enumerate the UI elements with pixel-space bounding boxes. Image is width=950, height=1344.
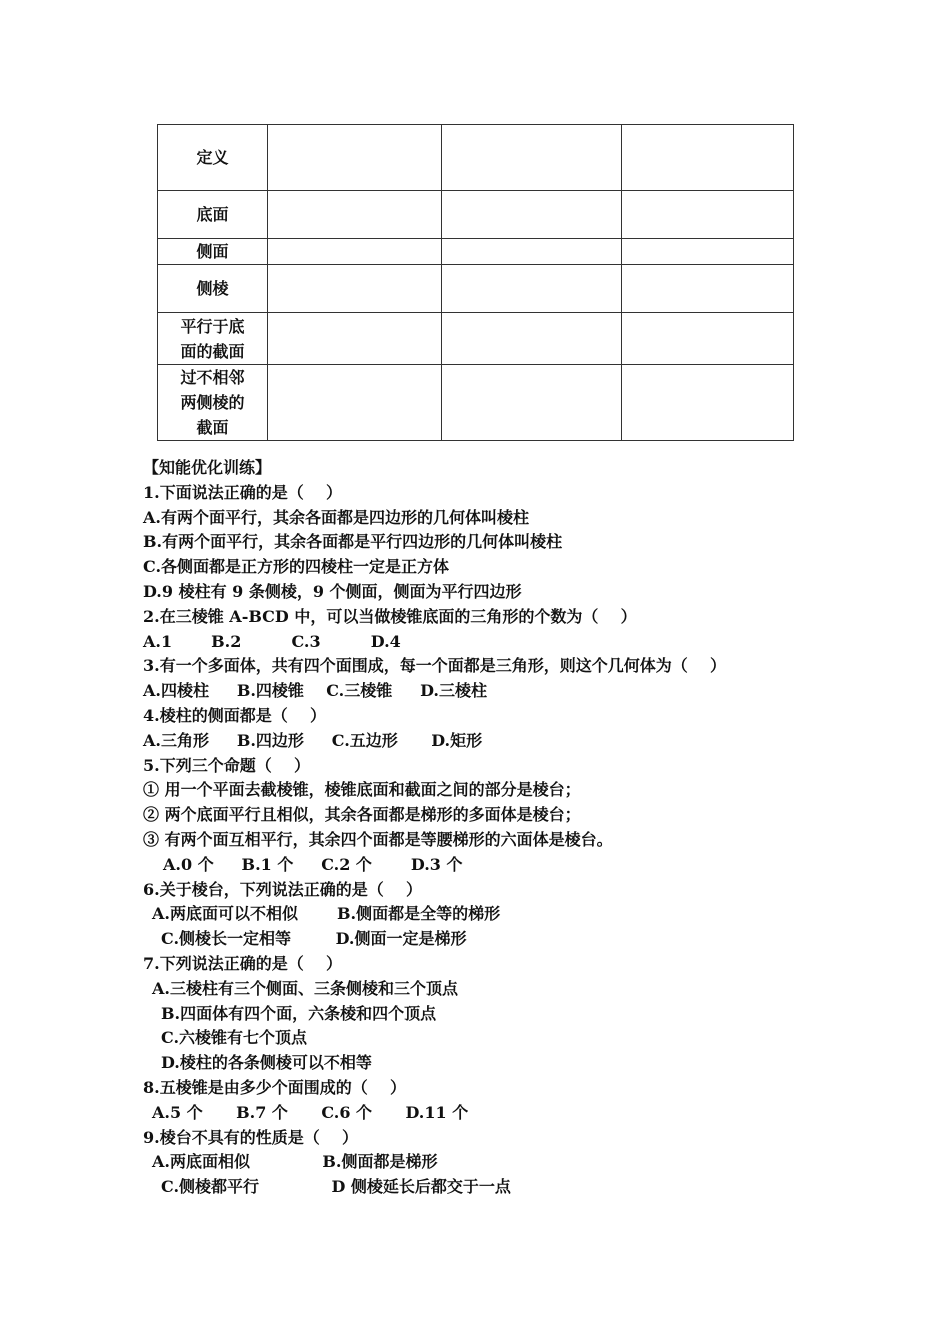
question-stem: 4.棱柱的侧面都是（ ） [143,705,326,725]
table-cell [442,239,622,265]
table-row [158,125,794,191]
question-option: D.棱柱的各条侧棱可以不相等 [161,1053,372,1073]
row-label: 平行于底 面的截面 [158,313,268,365]
question-options: A.0 个 B.1 个 C.2 个 D.3 个 [163,854,463,874]
table-cell [268,265,442,313]
table-cell [268,191,442,239]
question-option: C.各侧面都是正方形的四棱柱一定是正方体 [143,557,450,577]
table-row [158,365,794,441]
table-cell [442,191,622,239]
question-stem: 5.下列三个命题（ ） [143,755,310,775]
table-cell [442,125,622,191]
row-label: 过不相邻 两侧棱的 截面 [158,365,268,441]
row-label: 定义 [158,125,268,191]
table-cell [622,125,794,191]
table-row [158,265,794,313]
table-cell [622,191,794,239]
exercise-section [143,456,843,1200]
question-option: C.六棱锥有七个顶点 [161,1028,308,1048]
table-cell [442,265,622,313]
question-stem: 6.关于棱台，下列说法正确的是（ ） [143,879,422,899]
question-options: A.两底面相似 B.侧面都是梯形 [152,1152,438,1172]
table-cell [442,365,622,441]
table-cell [268,125,442,191]
question-option: A.三棱柱有三个侧面、三条侧棱和三个顶点 [152,978,458,998]
table-cell [268,313,442,365]
table-cell [622,313,794,365]
table-row [158,191,794,239]
row-label: 底面 [158,191,268,239]
definition-table [157,124,794,441]
question-option: A.有两个面平行，其余各面都是四边形的几何体叫棱柱 [143,507,529,527]
question-option: D.9 棱柱有 9 条侧棱，9 个侧面，侧面为平行四边形 [143,581,522,601]
table-cell [622,239,794,265]
question-options: C.侧棱都平行 D 侧棱延长后都交于一点 [161,1177,511,1197]
question-options: A.三角形 B.四边形 C.五边形 D.矩形 [143,730,483,750]
table-cell [268,365,442,441]
table-cell [442,313,622,365]
question-options: A.两底面可以不相似 B.侧面都是全等的梯形 [152,904,501,924]
question-stem: 2.在三棱锥 A-BCD 中，可以当做棱锥底面的三角形的个数为（ ） [143,606,637,626]
proposition: ② 两个底面平行且相似，其余各面都是梯形的多面体是棱台； [143,805,581,825]
question-options: A.四棱柱 B.四棱锥 C.三棱锥 D.三棱柱 [143,681,487,701]
table-row [158,239,794,265]
question-option: B.有两个面平行，其余各面都是平行四边形的几何体叫棱柱 [143,532,563,552]
question-stem: 9.棱台不具有的性质是（ ） [143,1127,358,1147]
table-row [158,313,794,365]
row-label: 侧面 [158,239,268,265]
section-title: 【知能优化训练】 [143,458,272,477]
question-stem: 8.五棱锥是由多少个面围成的（ ） [143,1077,406,1097]
question-option: B.四面体有四个面，六条棱和四个顶点 [161,1003,437,1023]
table-cell [268,239,442,265]
proposition: ① 用一个平面去截棱锥，棱锥底面和截面之间的部分是棱台； [143,780,581,800]
question-stem: 1.下面说法正确的是（ ） [143,482,342,502]
proposition: ③ 有两个面互相平行，其余四个面都是等腰梯形的六面体是棱台。 [143,829,613,849]
question-stem: 7.下列说法正确的是（ ） [143,953,342,973]
question-options: C.侧棱长一定相等 D.侧面一定是梯形 [161,929,467,949]
row-label: 侧棱 [158,265,268,313]
table-cell [622,265,794,313]
question-stem: 3.有一个多面体，共有四个面围成，每一个面都是三角形，则这个几何体为（ ） [143,656,726,676]
question-options: A.5 个 B.7 个 C.6 个 D.11 个 [152,1102,469,1122]
table-cell [622,365,794,441]
question-options: A.1 B.2 C.3 D.4 [143,631,401,651]
